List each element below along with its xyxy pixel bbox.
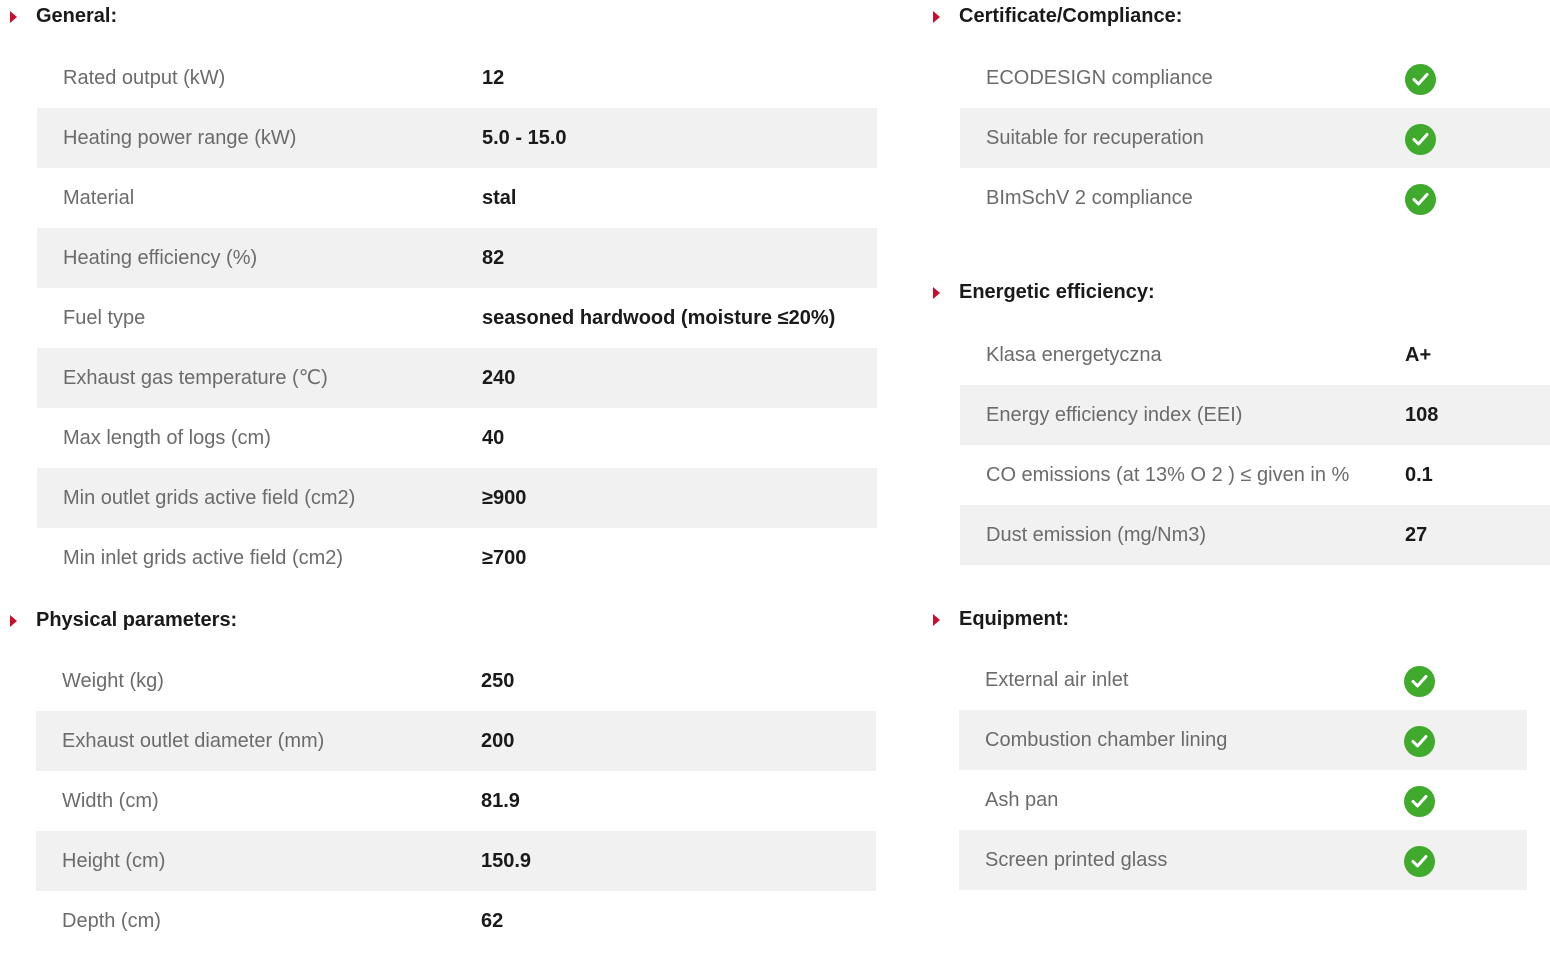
section-title: Energetic efficiency: [959,281,1155,303]
spec-value: 250 [481,670,515,692]
spec-value: 200 [481,730,515,752]
spec-value: 5.0 - 15.0 [482,127,567,149]
spec-row [37,408,877,468]
certificate-compliance-section [933,0,1550,209]
spec-value: 108 [1405,404,1439,426]
spec-row [960,385,1550,445]
spec-value: 81.9 [481,790,520,812]
section-header[interactable] [10,0,877,36]
physical-parameters-section [10,604,876,932]
spec-label: Width (cm) [62,790,159,812]
spec-row [960,108,1550,168]
spec-label: Max length of logs (cm) [63,427,271,449]
caret-right-icon [10,615,17,627]
caret-right-icon [10,11,17,23]
spec-row [37,168,877,228]
section-title: Certificate/Compliance: [959,5,1183,27]
spec-row [959,710,1527,770]
spec-value: stal [482,187,517,209]
spec-row [36,771,876,831]
spec-row [960,445,1550,505]
spec-row [37,468,877,528]
spec-label: Exhaust gas temperature (℃) [63,367,328,389]
spec-row [960,325,1550,385]
spec-row [37,288,877,348]
spec-row [960,48,1550,108]
spec-row [37,348,877,408]
spec-table [960,48,1550,228]
spec-value: 240 [482,367,516,389]
spec-row [960,505,1550,565]
section-title: General: [36,5,118,27]
spec-value: 27 [1405,524,1428,546]
spec-table [36,651,876,951]
section-title: Equipment: [959,608,1069,630]
energetic-efficiency-section [933,276,1550,546]
caret-right-icon [933,614,940,626]
spec-label: Screen printed glass [985,849,1168,871]
spec-label: Combustion chamber lining [985,729,1228,751]
check-circle-icon [1404,666,1435,697]
spec-value: ≥900 [482,487,527,509]
spec-label: Min outlet grids active field (cm2) [63,487,356,509]
spec-value: 62 [481,910,504,932]
spec-value: 150.9 [481,850,532,872]
spec-row [36,651,876,711]
section-header[interactable] [10,604,876,640]
spec-row [37,528,877,588]
spec-table [37,48,877,588]
spec-label: Suitable for recuperation [986,127,1204,149]
spec-label: Heating efficiency (%) [63,247,258,269]
spec-table [959,650,1527,890]
spec-label: Weight (kg) [62,670,164,692]
check-circle-icon [1405,124,1436,155]
section-header[interactable] [933,0,1550,36]
spec-value: seasoned hardwood (moisture ≤20%) [482,307,836,329]
spec-row [959,770,1527,830]
spec-label: CO emissions (at 13% O 2 ) ≤ given in % [986,464,1350,486]
spec-table [960,325,1550,565]
spec-row [959,830,1527,890]
spec-value: 40 [482,427,505,449]
equipment-section [933,603,1527,871]
spec-label: ECODESIGN compliance [986,67,1213,89]
check-circle-icon [1405,64,1436,95]
spec-label: Height (cm) [62,850,166,872]
caret-right-icon [933,11,940,23]
spec-label: Min inlet grids active field (cm2) [63,547,344,569]
spec-label: Klasa energetyczna [986,344,1162,366]
spec-row [36,711,876,771]
caret-right-icon [933,287,940,299]
spec-label: Exhaust outlet diameter (mm) [62,730,325,752]
spec-row [36,831,876,891]
section-title: Physical parameters: [36,609,238,631]
spec-label: Fuel type [63,307,146,329]
spec-row [37,48,877,108]
section-header[interactable] [933,276,1550,312]
spec-row [960,168,1550,228]
spec-row [36,891,876,951]
spec-label: Heating power range (kW) [63,127,297,149]
spec-value: 0.1 [1405,464,1433,486]
check-circle-icon [1404,786,1435,817]
spec-value: A+ [1405,344,1432,366]
spec-value: ≥700 [482,547,527,569]
spec-value: 12 [482,67,505,89]
spec-row [37,228,877,288]
spec-label: Material [63,187,135,209]
check-circle-icon [1404,846,1435,877]
general-section [10,0,877,569]
spec-label: Depth (cm) [62,910,161,932]
spec-value: 82 [482,247,505,269]
check-circle-icon [1404,726,1435,757]
spec-label: Rated output (kW) [63,67,226,89]
spec-label: Dust emission (mg/Nm3) [986,524,1207,546]
spec-label: Ash pan [985,789,1059,811]
spec-label: BImSchV 2 compliance [986,187,1193,209]
check-circle-icon [1405,184,1436,215]
spec-row [37,108,877,168]
section-header[interactable] [933,603,1527,639]
spec-label: External air inlet [985,669,1129,691]
spec-row [959,650,1527,710]
spec-label: Energy efficiency index (EEI) [986,404,1243,426]
